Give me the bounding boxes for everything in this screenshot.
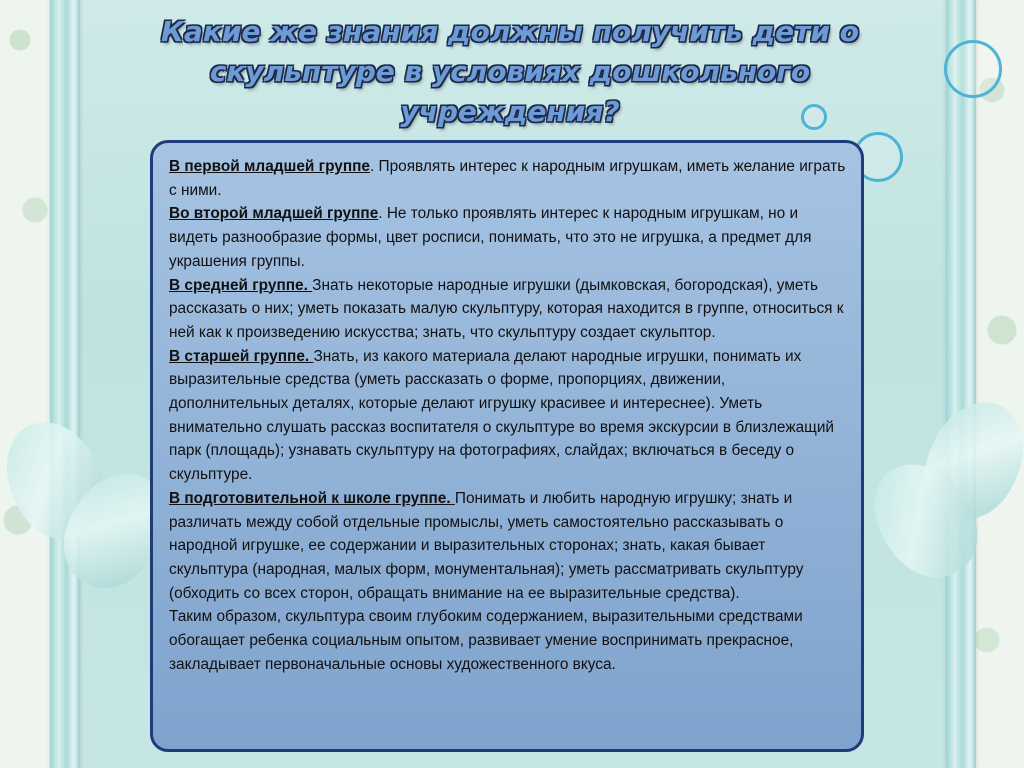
slide-title: Какие же знания должны получить дети о скульптуре в условиях дошкольного учреждения? (161, 15, 859, 128)
section-text: . Не только проявлять интерес к народным игрушкам, но и видеть разнообразие формы, цвет росписи, понимать, что это не игрушка, а предмет для украшения группы. (169, 205, 812, 270)
section-paragraph (169, 202, 847, 273)
section-heading: В старшей группе. (169, 347, 314, 365)
section-paragraph (169, 345, 847, 487)
section-heading: В средней группе. (169, 276, 313, 294)
ribbon-left (50, 0, 80, 768)
decor-circle-icon (944, 40, 1002, 98)
section-text: Понимать и любить народную игрушку; знать и различать между собой отдельные промыслы, уметь самостоятельно рассказывать о народной игрушке, ее содержании и выразительных сторонах; знать, какая бывает скульптура (народная, малых форм, монументальная); уметь рассматривать скульптуру (обходить со всех сторон, обращать внимание на ее выразительные средства). (169, 489, 804, 602)
section-heading: В первой младшей группе (169, 158, 370, 175)
conclusion-paragraph: Таким образом, скульптура своим глубоким содержанием, выразительными средствами обогащает ребенка социальным опытом, развивает умение воспринимать прекрасное, закладывает первоначальные основы художественного вкуса. (169, 608, 803, 673)
content-box (150, 140, 864, 752)
ribbon-right (946, 0, 976, 768)
section-heading: Во второй младшей группе (169, 205, 379, 223)
section-paragraph (169, 487, 847, 606)
section-text: . Проявлять интерес к народным игрушкам, иметь желание играть с ними. (169, 158, 846, 199)
section-paragraph (169, 155, 847, 202)
section-heading: В подготовительной к школе группе. (169, 489, 455, 507)
section-text: Знать некоторые народные игрушки (дымковская, богородская), уметь рассказать о них; уметь показать малую скульптуру, которая находится в группе, относиться к ней как к произведению искусства; знать, что скульптуру создает скульптор. (169, 276, 844, 341)
section-paragraph (169, 274, 847, 345)
section-text: Знать, из какого материала делают народные игрушки, понимать их выразительные средства (уметь рассказать о форме, пропорциях, движении, дополнительных деталях, которые делают игрушку красивее и интереснее). Уметь внимательно слушать рассказ воспитателя о скульптуре во время экскурсии в близлежащий парк (площадь); узнавать скульптуру на фотографиях, слайдах; включаться в беседу о скульптуре. (169, 347, 835, 484)
